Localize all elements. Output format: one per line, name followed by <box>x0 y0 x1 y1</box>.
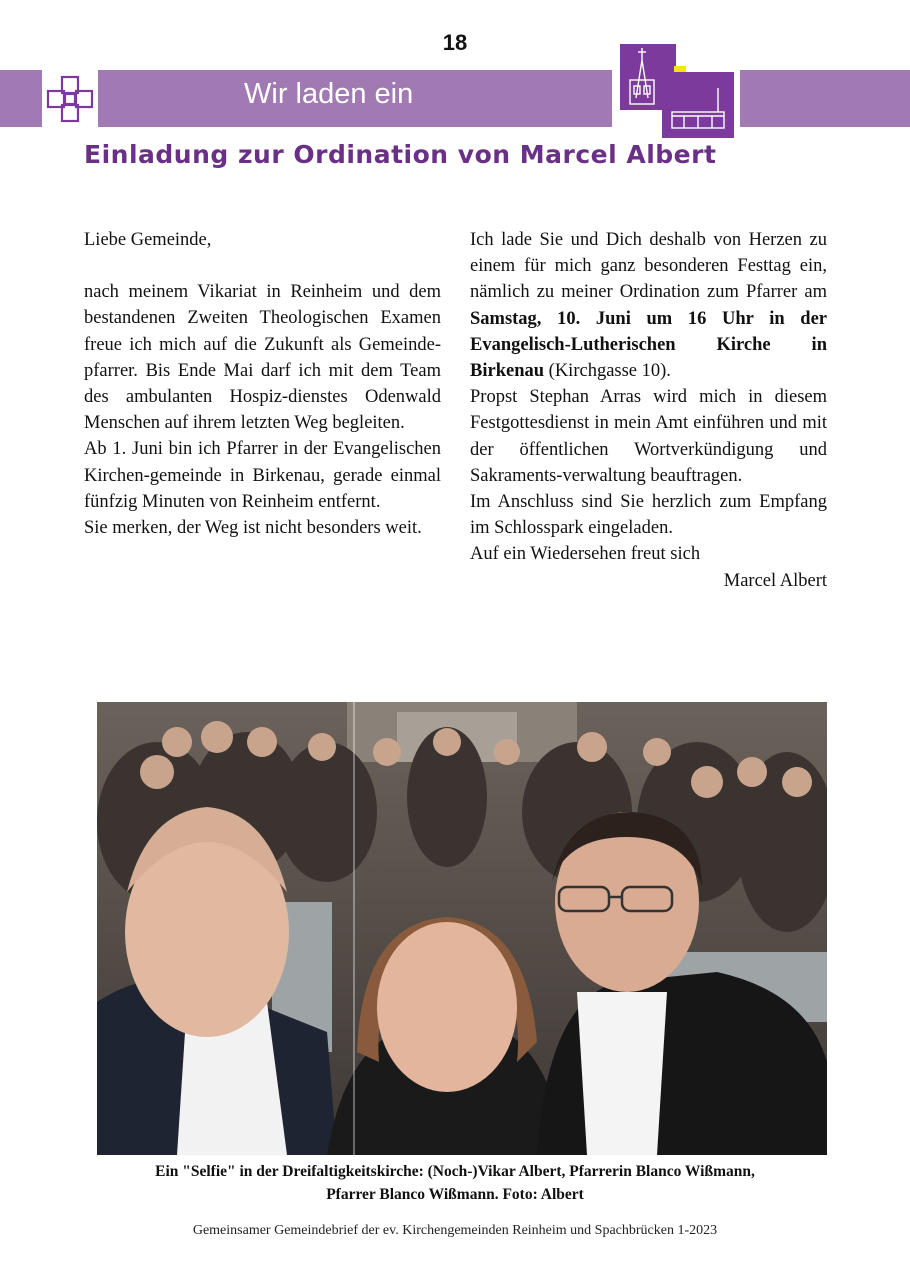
closing-line: Auf ein Wiedersehen freut sich <box>470 544 701 565</box>
cross-logo <box>42 70 98 127</box>
caption-line-2: Pfarrer Blanco Wißmann. Foto: Albert <box>326 1186 584 1203</box>
paragraph-birkenau: Ab 1. Juni bin ich Pfarrer in der Evangelischen Kirchen-gemeinde in Birkenau, gerade einmal fünfzig Minuten von Reinheim entfernt. <box>84 439 441 512</box>
signature: Marcel Albert <box>723 570 827 591</box>
selfie-photo <box>97 702 827 1155</box>
paragraph-empfang: Im Anschluss sind Sie herzlich zum Empfang im Schlosspark eingeladen. <box>470 492 827 539</box>
invitation-address: (Kirchgasse 10). <box>544 361 671 382</box>
page-footer: Gemeinsamer Gemeindebrief der ev. Kirchengemeinden Reinheim und Spachbrücken 1-2023 <box>192 1223 718 1238</box>
section-title: Wir laden ein <box>244 78 414 110</box>
article-headline: Einladung zur Ordination von Marcel Albert <box>84 140 717 169</box>
left-column <box>84 227 441 541</box>
photo-caption <box>60 1160 850 1206</box>
paragraph-vikariat: nach meinem Vikariat in Reinheim und dem bestandenen Zweiten Theologischen Examen freue ich mich auf die Zukunft als Gemeinde-pfarrer. Bis Ende Mai darf ich mit dem Team des ambulanten Hospiz-dienstes Odenwald Menschen auf ihrem letzten Weg begleiten. <box>84 282 441 434</box>
greeting: Liebe Gemeinde, <box>84 230 212 250</box>
header-band <box>0 70 910 127</box>
invitation-text: Ich lade Sie und Dich deshalb von Herzen zu einem für mich ganz besonderen Festtag ein, nämlich zu meiner Ordination zum Pfarrer am <box>470 230 827 303</box>
caption-line-1: Ein "Selfie" in der Dreifaltigkeitskirche: (Noch-)Vikar Albert, Pfarrerin Blanco Wißmann, <box>155 1163 755 1180</box>
paragraph-weg: Sie merken, der Weg ist nicht besonders weit. <box>84 518 422 539</box>
page-number: 18 <box>442 30 468 55</box>
paragraph-propst: Propst Stephan Arras wird mich in diesem Festgottesdienst in mein Amt einführen und mit der öffentlichen Wortverkündigung und Sakraments-verwaltung beauftragen. <box>470 387 827 486</box>
cross-logo-icon <box>45 74 95 124</box>
paragraph-invitation <box>470 227 827 384</box>
church-logo <box>612 40 740 140</box>
invitation-date-place: Samstag, 10. Juni um 16 Uhr in der Evangelisch-Lutherischen Kirche in Birkenau <box>470 308 827 382</box>
right-column <box>470 227 827 594</box>
